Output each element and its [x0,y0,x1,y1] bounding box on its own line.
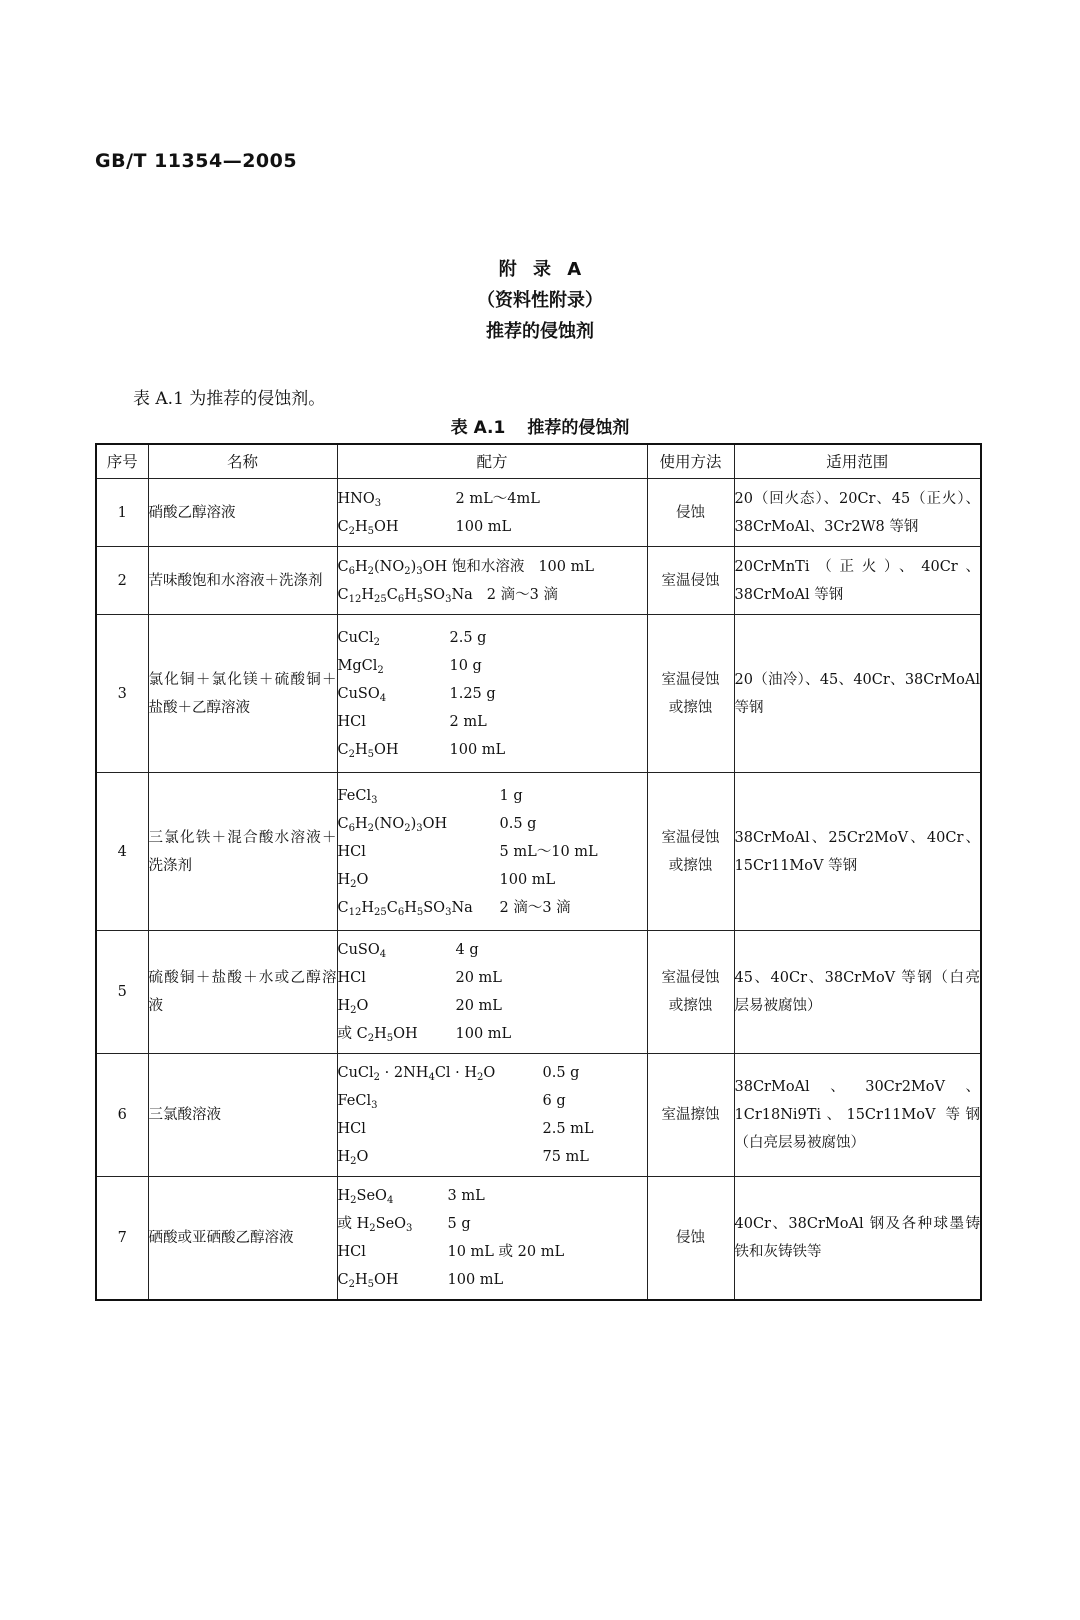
row-formula [337,1054,647,1177]
formula-line [338,866,647,894]
formula-component: HCl [337,970,366,986]
row-etchant-name: 三氯化铁＋混合酸水溶液＋洗涤剂 [148,773,337,931]
table-row [96,1054,981,1177]
formula-component: $H_2SeO_4$ [337,1187,394,1206]
row-formula [337,615,647,773]
etchant-table [95,443,982,1301]
header-formula: 配方 [337,444,647,479]
formula-component: $C_2H_5OH$ [337,1271,399,1290]
row-formula [337,547,647,615]
formula-component: CuSO$_4$ [337,685,387,704]
formula-line [338,736,647,764]
formula-component: HCl [337,1243,366,1260]
table-header-row [96,444,981,479]
formula-amount: 100 mL [499,871,556,888]
row-method [647,773,734,931]
formula-line [338,553,647,581]
row-scope-text: 20（回火态）、20Cr、45（正火）、38CrMoAl、3Cr2W8 等钢 [734,490,980,535]
formula-amount: 5 mL～10 mL [499,843,598,860]
table-caption-number: 表 A.1 [450,418,506,438]
formula-component: $H_2O$ [337,998,369,1016]
formula-amount: 0.5 g [542,1065,580,1081]
row-scope-text: 38CrMoAl、25Cr2MoV、40Cr、15Cr11MoV 等钢 [734,829,980,874]
row-method-text: 侵蚀 [676,504,705,521]
row-method [647,1177,734,1300]
formula-line [338,810,647,838]
formula-component: HCl [337,713,366,730]
row-scope [734,1054,981,1177]
formula-amount: 10 g [449,657,482,674]
formula-component: $C_{12}H_{25}C_6H_5SO_3Na$ [337,586,473,605]
row-etchant-name: 氯化铜＋氯化镁＋硫酸铜＋盐酸＋乙醇溶液 [148,615,337,773]
formula-line [338,894,647,922]
formula-line [338,964,647,992]
row-index: 5 [96,931,148,1054]
formula-amount: 0.5 g [499,815,537,832]
header-index: 序号 [96,444,148,479]
header-name: 名称 [148,444,337,479]
formula-amount: 2.5 g [449,629,487,646]
row-formula [337,931,647,1054]
formula-line [338,1059,647,1087]
formula-component: HCl [337,843,366,860]
formula-amount: 2.5 mL [542,1121,594,1137]
row-scope [734,479,981,547]
formula-component: $C_2H_5OH$ [337,518,399,537]
formula-component: CuSO$_4$ [337,942,387,960]
row-etchant-name: 硝酸乙醇溶液 [148,479,337,547]
formula-amount: 6 g [542,1093,566,1109]
row-method-text: 室温侵蚀或擦蚀 [661,829,720,874]
table-caption-title: 推荐的侵蚀剂 [527,418,630,438]
formula-component: CuCl$_2$ · $2NH_4Cl \cdot H_2O$ [337,1065,496,1083]
table-body [96,479,981,1300]
formula-line [338,936,647,964]
formula-component: $H_2O$ [337,871,369,890]
row-method [647,1054,734,1177]
intro-paragraph: 表 A.1 为推荐的侵蚀剂。 [133,389,326,409]
formula-component: $H_2O$ [337,1149,369,1167]
row-etchant-name: 硫酸铜＋盐酸＋水或乙醇溶液 [148,931,337,1054]
formula-amount: 100 mL [455,1026,512,1042]
row-scope [734,547,981,615]
row-index: 2 [96,547,148,615]
header-scope: 适用范围 [734,444,981,479]
formula-line [338,485,647,513]
formula-line [338,652,647,680]
formula-amount: 10 mL 或 20 mL [447,1243,565,1260]
formula-line [338,581,647,609]
formula-line [338,1143,647,1171]
formula-amount: 20 mL [455,970,502,986]
row-scope [734,1177,981,1300]
row-scope-text: 40Cr、38CrMoAl 钢及各种球墨铸铁和灰铸铁等 [734,1215,980,1260]
formula-line [338,1182,647,1210]
formula-line [338,1087,647,1115]
header-method: 使用方法 [647,444,734,479]
row-scope [734,773,981,931]
row-scope-text: 38CrMoAl、30Cr2MoV、1Cr18Ni9Ti、15Cr11MoV 等钢（白亮层易被腐蚀） [734,1079,980,1151]
formula-line [338,624,647,652]
row-method-text: 室温侵蚀或擦蚀 [661,970,720,1014]
row-scope-text: 45、40Cr、38CrMoV 等钢（白亮层易被腐蚀） [734,970,980,1014]
row-method-text: 室温侵蚀 [661,572,720,589]
standard-number: GB/T 11354—2005 [95,150,298,172]
row-index: 3 [96,615,148,773]
formula-amount: 100 mL [447,1271,504,1288]
row-method-text: 侵蚀 [676,1229,705,1246]
formula-amount: 100 mL [449,741,506,758]
formula-amount: 2 滴～3 滴 [486,586,558,603]
appendix-subtitle: （资料性附录） [477,290,603,311]
row-method-text: 室温擦蚀 [661,1107,720,1123]
table-row [96,931,981,1054]
row-index: 4 [96,773,148,931]
row-scope-text: 20（油冷）、45、40Cr、38CrMoAl 等钢 [734,671,980,716]
formula-component: CuCl$_2$ [337,629,381,648]
row-method [647,547,734,615]
formula-line [338,513,647,541]
row-index: 7 [96,1177,148,1300]
formula-component: HCl [337,1121,366,1137]
formula-component: 或 $H_2SeO_3$ [337,1215,413,1234]
formula-amount: 2 mL [449,713,487,730]
formula-line [338,680,647,708]
formula-line [338,1210,647,1238]
formula-line [338,1115,647,1143]
table-row [96,773,981,931]
formula-amount: 3 mL [447,1187,485,1204]
formula-amount: 5 g [447,1215,471,1232]
appendix-heading: 推荐的侵蚀剂 [486,321,594,342]
formula-amount: 4 g [455,942,479,958]
table-row [96,615,981,773]
row-scope [734,615,981,773]
row-index: 6 [96,1054,148,1177]
formula-component: $HNO_3$ [337,490,382,509]
formula-line [338,708,647,736]
row-method-text: 室温侵蚀或擦蚀 [661,671,720,716]
row-index: 1 [96,479,148,547]
formula-line [338,838,647,866]
table-caption [0,413,1080,438]
formula-component: FeCl$_3$ [337,787,378,806]
row-method [647,931,734,1054]
formula-line [338,1238,647,1266]
formula-component: MgCl$_2$ [337,657,384,676]
row-formula [337,1177,647,1300]
formula-amount: 75 mL [542,1149,589,1165]
formula-component: $C_6H_2(NO_2)_3OH$ 饱和水溶液 [337,558,525,577]
formula-component: $C_2H_5OH$ [337,741,399,760]
row-formula [337,479,647,547]
formula-amount: 100 mL [538,558,594,575]
formula-amount: 100 mL [455,518,512,535]
formula-component: $C_6H_2(NO_2)_3OH$ [337,815,448,834]
formula-amount: 1.25 g [449,685,496,702]
formula-amount: 2 mL～4mL [455,490,540,507]
formula-component: 或 $C_2H_5OH$ [337,1026,418,1044]
formula-amount: 2 滴～3 滴 [499,899,571,916]
formula-line [338,1020,647,1048]
formula-line [338,782,647,810]
table-row [96,479,981,547]
table-row [96,547,981,615]
table-row [96,1177,981,1300]
row-etchant-name: 苦味酸饱和水溶液＋洗涤剂 [148,547,337,615]
row-etchant-name: 三氯酸溶液 [148,1054,337,1177]
formula-amount: 20 mL [455,998,502,1014]
formula-amount: 1 g [499,787,523,804]
formula-component: FeCl$_3$ [337,1093,378,1111]
formula-component: $C_{12}H_{25}C_6H_5SO_3Na$ [337,899,473,918]
formula-line [338,992,647,1020]
appendix-title: 附 录 A [498,259,582,280]
row-etchant-name: 硒酸或亚硒酸乙醇溶液 [148,1177,337,1300]
formula-line [338,1266,647,1294]
row-scope-text: 20CrMnTi（正火）、40Cr、38CrMoAl 等钢 [734,558,980,603]
row-method [647,479,734,547]
row-formula [337,773,647,931]
row-method [647,615,734,773]
row-scope [734,931,981,1054]
